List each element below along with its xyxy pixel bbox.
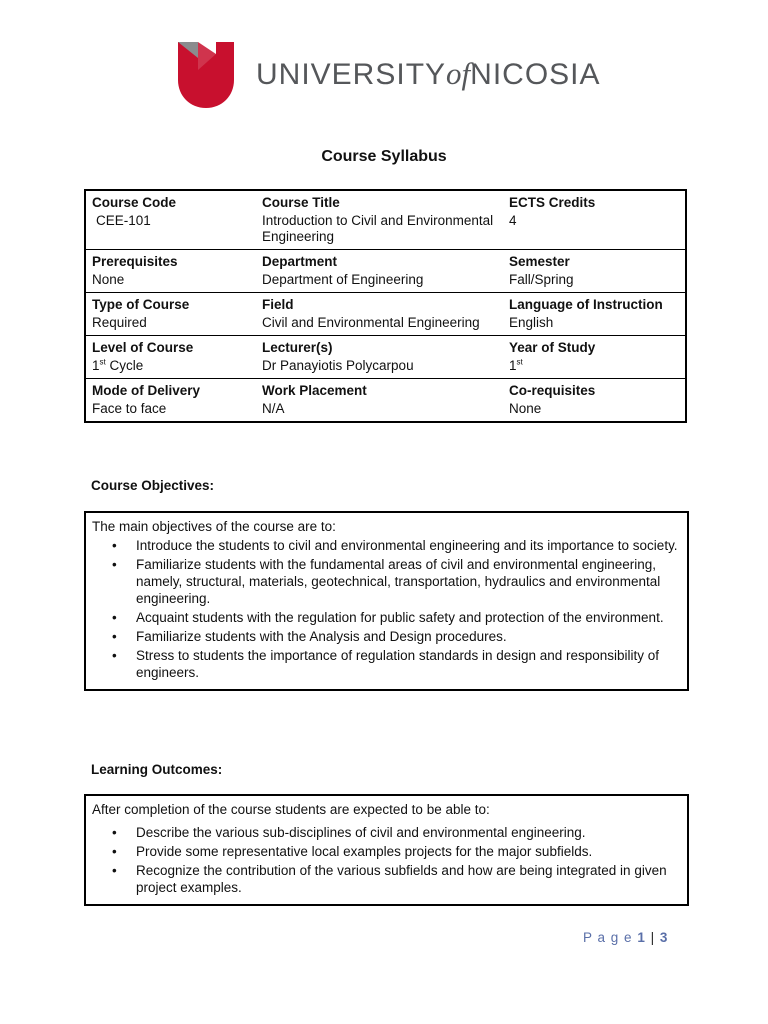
page-number: 1: [637, 930, 646, 945]
course-info-table: [84, 189, 687, 423]
ects-value: 4: [509, 213, 517, 228]
prerequisites-value: None: [92, 272, 125, 287]
list-item: • Acquaint students with the regulation for public safety and protection of the environment.: [92, 609, 681, 626]
page-separator: |: [650, 930, 656, 945]
prerequisites-label: Prerequisites: [85, 250, 256, 273]
page-total: 3: [659, 930, 669, 945]
coreq-label: Co-requisites: [503, 379, 686, 402]
delivery-value: Face to face: [92, 401, 167, 416]
placement-label: Work Placement: [256, 379, 503, 402]
course-title-label: Course Title: [262, 195, 340, 210]
level-label: Level of Course: [85, 336, 256, 359]
page-title: Course Syllabus: [321, 148, 447, 165]
field-label: Field: [256, 293, 503, 316]
language-label: Language of Instruction: [503, 293, 686, 316]
objectives-intro: The main objectives of the course are to:: [92, 519, 336, 534]
language-value: English: [509, 315, 554, 330]
course-code-label: Course Code: [92, 195, 177, 210]
list-item: • Stress to students the importance of regulation standards in design and responsibility of engineers.: [92, 647, 681, 681]
year-label: Year of Study: [503, 336, 686, 359]
list-item: • Describe the various sub-disciplines of civil and environmental engineering.: [92, 824, 681, 841]
coreq-value: None: [509, 401, 542, 416]
course-code-value: CEE-101: [96, 213, 151, 228]
department-label: Department: [256, 250, 503, 273]
outcomes-heading: Learning Outcomes:: [91, 762, 223, 777]
list-item: • Familiarize students with the Analysis and Design procedures.: [92, 628, 681, 645]
objectives-box: [84, 511, 689, 691]
list-item: • Familiarize students with the fundamental areas of civil and environmental engineering, namely, structural, materials, geotechnical, transportation, hydraulics and environmental engineering.: [92, 556, 681, 607]
university-shield-icon: [176, 40, 236, 110]
ects-label: ECTS Credits: [509, 195, 596, 210]
list-item: • Recognize the contribution of the various subfields and how are being integrated in given project examples.: [92, 862, 681, 896]
page-footer: [583, 930, 668, 945]
objectives-list: [92, 537, 681, 681]
outcomes-box: [84, 794, 689, 906]
course-title-value: Introduction to Civil and Environmental Engineering: [262, 213, 494, 244]
page-word: P a g e: [583, 930, 633, 945]
semester-label: Semester: [503, 250, 686, 273]
university-wordmark: UNIVERSITYofNICOSIA: [256, 56, 601, 91]
lecturer-label: Lecturer(s): [256, 336, 503, 359]
delivery-label: Mode of Delivery: [85, 379, 256, 402]
outcomes-intro: After completion of the course students are expected to be able to:: [92, 802, 490, 817]
field-value: Civil and Environmental Engineering: [262, 315, 480, 330]
outcomes-list: [92, 824, 681, 896]
type-value: Required: [92, 315, 147, 330]
list-item: • Introduce the students to civil and environmental engineering and its importance to society.: [92, 537, 681, 554]
objectives-heading: Course Objectives:: [91, 478, 215, 493]
level-value: 1st Cycle: [92, 357, 144, 373]
placement-value: N/A: [262, 401, 285, 416]
semester-value: Fall/Spring: [509, 272, 574, 287]
list-item: • Provide some representative local examples projects for the major subfields.: [92, 843, 681, 860]
type-label: Type of Course: [85, 293, 256, 316]
lecturer-value: Dr Panayiotis Polycarpou: [262, 358, 414, 373]
year-value: 1st: [509, 357, 523, 373]
department-value: Department of Engineering: [262, 272, 424, 287]
